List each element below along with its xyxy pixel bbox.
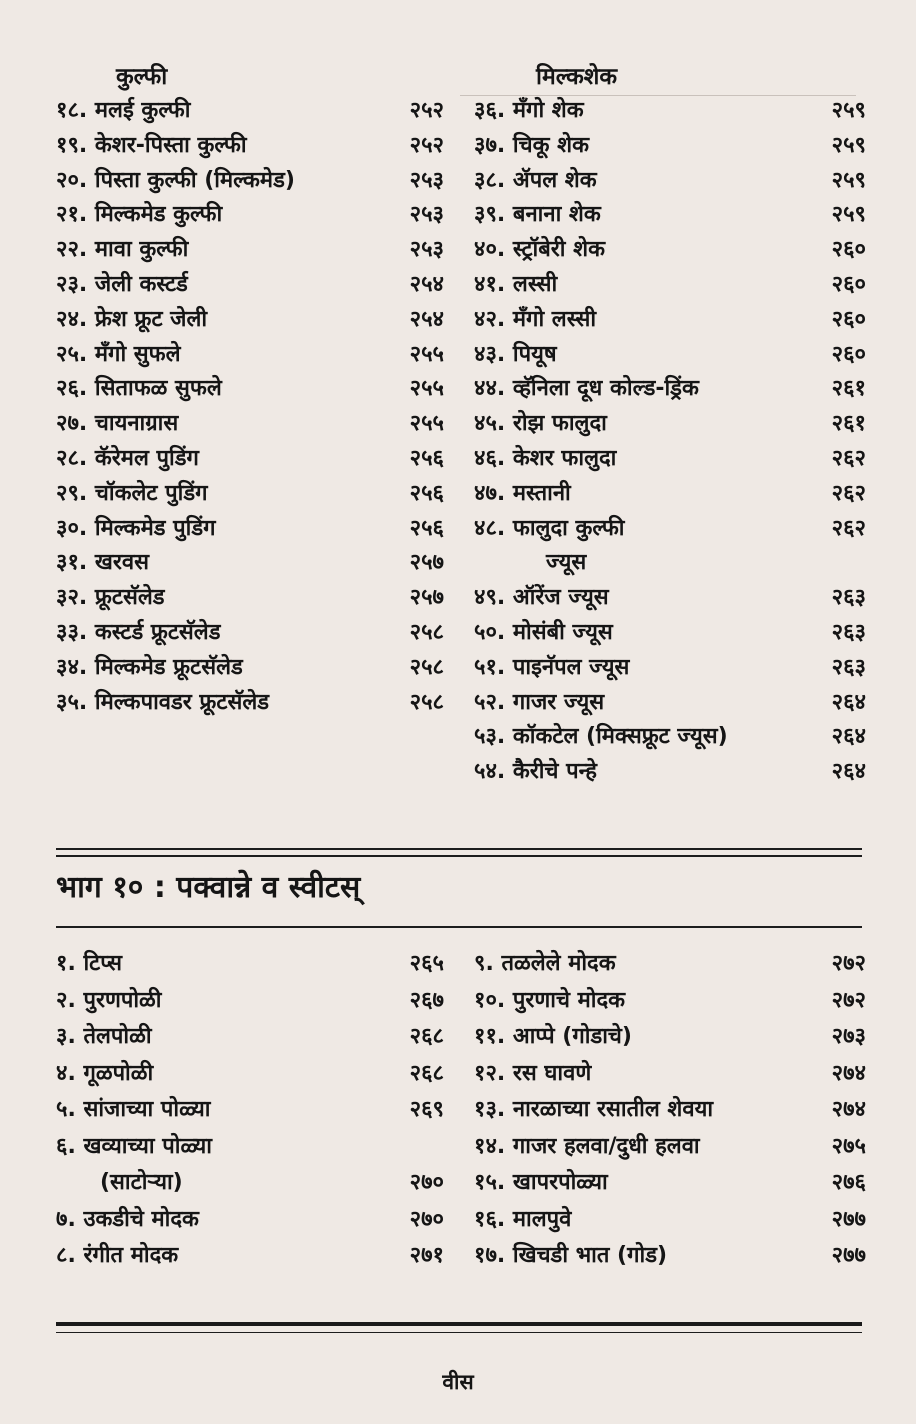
kulfi-list xyxy=(56,94,444,720)
toc-entry-page-number: २५६ xyxy=(409,480,444,506)
toc-entry-page-number: २५९ xyxy=(831,98,866,123)
toc-entry xyxy=(474,268,866,303)
toc-entry-page-number: २६० xyxy=(831,306,866,332)
part-10-right-column xyxy=(474,946,866,1275)
toc-entry-title: ३३. कस्टर्ड फ्रूटसॅलेड xyxy=(56,619,221,645)
toc-entry-title: ३. तेलपोळी xyxy=(56,1024,152,1049)
toc-entry xyxy=(56,1202,444,1239)
toc-entry-title: ९. तळलेले मोदक xyxy=(474,951,616,976)
toc-entry-title: १६. मालपुवे xyxy=(474,1206,572,1232)
toc-entry xyxy=(474,372,866,407)
toc-entry-page-number: २५२ xyxy=(409,132,444,158)
toc-entry xyxy=(474,407,866,442)
toc-entry xyxy=(56,1129,444,1166)
toc-entry-title: २९. चॉकलेट पुडिंग xyxy=(56,480,208,506)
toc-entry xyxy=(474,1092,866,1129)
toc-entry xyxy=(474,1165,866,1202)
toc-entry-page-number: २५८ xyxy=(409,654,444,680)
toc-entry-page-number: २७० xyxy=(409,1170,444,1195)
bottom-rule xyxy=(56,1322,862,1326)
toc-entry-title: ५. सांजाच्या पोळ्या xyxy=(56,1097,211,1122)
toc-entry xyxy=(56,546,444,581)
toc-entry xyxy=(474,164,866,199)
toc-entry-title: ७. उकडीचे मोदक xyxy=(56,1206,199,1232)
toc-entry-page-number: २७३ xyxy=(831,1024,866,1049)
toc-entry-page-number: २५७ xyxy=(409,585,444,611)
toc-entry xyxy=(474,303,866,338)
toc-entry-title: १२. रस घावणे xyxy=(474,1060,592,1086)
part-10-left-column xyxy=(56,946,444,1275)
toc-entry-page-number: २५८ xyxy=(409,619,444,645)
toc-entry xyxy=(56,372,444,407)
toc-entry xyxy=(474,1129,866,1166)
toc-entry xyxy=(56,268,444,303)
toc-entry-title: ४०. स्ट्रॉबेरी शेक xyxy=(474,237,606,263)
toc-entry-page-number: २७५ xyxy=(831,1133,866,1159)
toc-entry xyxy=(474,755,866,790)
toc-entry-page-number: २६८ xyxy=(409,1060,444,1086)
toc-entry-page-number: २६९ xyxy=(409,1097,444,1122)
toc-entry-title: २. पुरणपोळी xyxy=(56,987,162,1013)
toc-entry-page-number: २७४ xyxy=(831,1060,866,1086)
toc-entry-title: (साटोऱ्या) xyxy=(100,1170,183,1195)
toc-entry-page-number: २५४ xyxy=(409,271,444,297)
toc-entry-page-number: २७० xyxy=(409,1206,444,1232)
toc-entry-title: १५. खापरपोळ्या xyxy=(474,1170,608,1195)
section-heading-juice: ज्यूस xyxy=(546,550,587,576)
toc-entry-title: ४२. मँगो लस्सी xyxy=(474,306,597,332)
toc-entry-title: ३२. फ्रूटसॅलेड xyxy=(56,585,165,611)
section-heading-kulfi: कुल्फी xyxy=(116,64,168,90)
toc-entry-page-number: २६३ xyxy=(831,619,866,645)
toc-entry xyxy=(56,233,444,268)
part-10-left-list xyxy=(56,946,444,1275)
kulfi-section xyxy=(56,60,444,720)
toc-entry-page-number: २५६ xyxy=(409,445,444,471)
toc-entry-title: ३५. मिल्कपावडर फ्रूटसॅलेड xyxy=(56,689,270,715)
toc-entry xyxy=(56,94,444,129)
toc-entry-title: ५१. पाइनॅपल ज्यूस xyxy=(474,654,630,680)
toc-entry xyxy=(474,581,866,616)
toc-entry-title: ५३. कॉकटेल (मिक्सफ्रूट ज्यूस) xyxy=(474,724,728,750)
toc-entry xyxy=(56,651,444,686)
toc-entry-page-number: २५९ xyxy=(831,132,866,158)
toc-entry xyxy=(474,1238,866,1275)
toc-entry-page-number: २६४ xyxy=(831,724,866,750)
toc-entry-page-number: २७६ xyxy=(831,1170,866,1195)
toc-entry-page-number: २५२ xyxy=(409,98,444,123)
toc-entry xyxy=(56,1238,444,1275)
toc-entry xyxy=(474,983,866,1020)
toc-entry-title: २५. मँगो सुफले xyxy=(56,341,181,367)
toc-entry xyxy=(56,1165,444,1202)
toc-entry xyxy=(56,512,444,547)
toc-entry xyxy=(474,686,866,721)
toc-entry xyxy=(56,1056,444,1093)
toc-entry-page-number: २६२ xyxy=(831,515,866,541)
divider-rule xyxy=(56,926,862,928)
milkshake-list xyxy=(474,94,866,546)
toc-entry-page-number: २५३ xyxy=(409,167,444,193)
page-number-footer: वीस xyxy=(442,1370,474,1394)
toc-entry xyxy=(56,1019,444,1056)
toc-entry-page-number: २६० xyxy=(831,341,866,367)
juice-list xyxy=(474,581,866,790)
toc-entry-title: १९. केशर-पिस्ता कुल्फी xyxy=(56,132,247,158)
toc-entry xyxy=(474,477,866,512)
toc-entry-page-number: २६५ xyxy=(409,951,444,976)
toc-entry xyxy=(56,338,444,373)
toc-entry-title: ११. आप्पे (गोडाचे) xyxy=(474,1024,632,1049)
toc-entry-page-number: २५३ xyxy=(409,202,444,228)
toc-entry-title: २८. कॅरेमल पुडिंग xyxy=(56,445,199,471)
toc-entry xyxy=(474,512,866,547)
toc-entry-title: ४६. केशर फालुदा xyxy=(474,445,617,471)
toc-entry-page-number: २५५ xyxy=(409,341,444,367)
toc-entry-page-number: २६३ xyxy=(831,654,866,680)
toc-entry-title: ४१. लस्सी xyxy=(474,271,558,297)
toc-entry-title: २६. सिताफळ सुफले xyxy=(56,376,222,402)
toc-entry-page-number: २६४ xyxy=(831,689,866,715)
toc-entry xyxy=(474,442,866,477)
part-10-right-list xyxy=(474,946,866,1275)
toc-entry-title: २४. फ्रेश फ्रूट जेली xyxy=(56,306,208,332)
toc-entry-title: ३०. मिल्कमेड पुडिंग xyxy=(56,515,216,541)
toc-entry-page-number: २६० xyxy=(831,237,866,263)
toc-entry xyxy=(56,129,444,164)
toc-entry-title: २७. चायनाग्रास xyxy=(56,411,179,437)
toc-entry-title: १८. मलई कुल्फी xyxy=(56,98,191,123)
toc-entry xyxy=(56,442,444,477)
divider-rule xyxy=(56,855,862,857)
toc-entry-page-number: २६४ xyxy=(831,759,866,785)
toc-entry-page-number: २६७ xyxy=(409,987,444,1013)
toc-entry-title: ५२. गाजर ज्यूस xyxy=(474,689,605,715)
toc-entry-page-number: २५४ xyxy=(409,306,444,332)
toc-entry xyxy=(56,407,444,442)
toc-entry xyxy=(56,581,444,616)
toc-entry-title: १०. पुरणाचे मोदक xyxy=(474,987,626,1013)
toc-entry-title: १७. खिचडी भात (गोड) xyxy=(474,1243,668,1268)
toc-entry-title: ३१. खरवस xyxy=(56,550,149,576)
divider-rule xyxy=(56,848,862,850)
toc-entry xyxy=(474,1202,866,1239)
toc-entry xyxy=(56,686,444,721)
toc-entry-title: १. टिप्स xyxy=(56,951,123,976)
toc-entry xyxy=(474,338,866,373)
toc-entry-page-number: २७१ xyxy=(409,1243,444,1268)
toc-entry-page-number: २६० xyxy=(831,271,866,297)
toc-entry-page-number: २७४ xyxy=(831,1097,866,1122)
toc-entry-page-number: २६२ xyxy=(831,480,866,506)
toc-entry xyxy=(474,720,866,755)
toc-entry-page-number: २५५ xyxy=(409,376,444,402)
toc-entry-title: ४८. फालुदा कुल्फी xyxy=(474,515,625,541)
toc-entry-page-number: २६१ xyxy=(831,411,866,437)
toc-entry-page-number: २७७ xyxy=(831,1206,866,1232)
toc-entry-title: २१. मिल्कमेड कुल्फी xyxy=(56,202,223,228)
bottom-rule xyxy=(56,1332,862,1333)
toc-entry xyxy=(474,94,866,129)
toc-entry-title: ३७. चिकू शेक xyxy=(474,132,589,158)
toc-entry-title: ६. खव्याच्या पोळ्या xyxy=(56,1133,212,1159)
toc-entry-page-number: २६८ xyxy=(409,1024,444,1049)
milkshake-section xyxy=(474,60,866,790)
toc-entry-title: ४९. ऑरेंज ज्यूस xyxy=(474,585,609,611)
toc-entry-title: २२. मावा कुल्फी xyxy=(56,237,189,263)
toc-entry xyxy=(56,616,444,651)
toc-entry-title: १४. गाजर हलवा/दुधी हलवा xyxy=(474,1133,700,1159)
toc-entry-page-number: २५८ xyxy=(409,689,444,715)
toc-entry xyxy=(474,129,866,164)
toc-entry-title: ४. गूळपोळी xyxy=(56,1060,154,1086)
toc-entry-page-number: २५३ xyxy=(409,237,444,263)
toc-entry-title: ३९. बनाना शेक xyxy=(474,202,601,228)
toc-entry-title: २०. पिस्ता कुल्फी (मिल्कमेड) xyxy=(56,167,295,193)
toc-entry-title: ४३. पियूष xyxy=(474,341,557,367)
toc-entry xyxy=(474,651,866,686)
toc-entry-page-number: २५५ xyxy=(409,411,444,437)
toc-entry-title: २३. जेली कस्टर्ड xyxy=(56,271,188,297)
toc-entry xyxy=(56,477,444,512)
toc-entry-title: १३. नारळाच्या रसातील शेवया xyxy=(474,1097,714,1122)
toc-entry xyxy=(474,616,866,651)
toc-entry-page-number: २७२ xyxy=(831,987,866,1013)
toc-entry-title: ४५. रोझ फालुदा xyxy=(474,411,607,437)
toc-entry-title: ८. रंगीत मोदक xyxy=(56,1243,179,1268)
toc-entry-title: ४४. व्हॅनिला दूध कोल्ड-ड्रिंक xyxy=(474,376,699,402)
toc-entry-page-number: २५६ xyxy=(409,515,444,541)
toc-entry xyxy=(56,983,444,1020)
toc-entry xyxy=(474,1056,866,1093)
toc-entry xyxy=(474,198,866,233)
toc-entry xyxy=(474,946,866,983)
toc-entry xyxy=(56,1092,444,1129)
toc-entry-title: ४७. मस्तानी xyxy=(474,480,571,506)
toc-entry-page-number: २६३ xyxy=(831,585,866,611)
toc-entry-page-number: २५९ xyxy=(831,202,866,228)
toc-entry-page-number: २५९ xyxy=(831,167,866,193)
toc-entry xyxy=(474,233,866,268)
toc-entry-page-number: २६२ xyxy=(831,445,866,471)
toc-entry xyxy=(56,164,444,199)
toc-entry-title: ३४. मिल्कमेड फ्रूटसॅलेड xyxy=(56,654,243,680)
toc-entry xyxy=(56,198,444,233)
toc-entry-page-number: २७२ xyxy=(831,951,866,976)
toc-entry xyxy=(56,946,444,983)
toc-entry-title: ३६. मँगो शेक xyxy=(474,98,584,123)
toc-entry-page-number: २५७ xyxy=(409,550,444,576)
toc-entry-title: ५४. कैरीचे पन्हे xyxy=(474,759,597,785)
section-heading-milkshake: मिल्कशेक xyxy=(536,64,618,90)
toc-entry xyxy=(474,1019,866,1056)
toc-entry-page-number: २७७ xyxy=(831,1243,866,1268)
toc-entry-title: ३८. ॲपल शेक xyxy=(474,167,597,193)
toc-entry-title: ५०. मोसंबी ज्यूस xyxy=(474,619,613,645)
part-10-title: भाग १० : पक्वान्ने व स्वीटस् xyxy=(56,870,361,905)
toc-entry-page-number: २६१ xyxy=(831,376,866,402)
toc-entry xyxy=(56,303,444,338)
